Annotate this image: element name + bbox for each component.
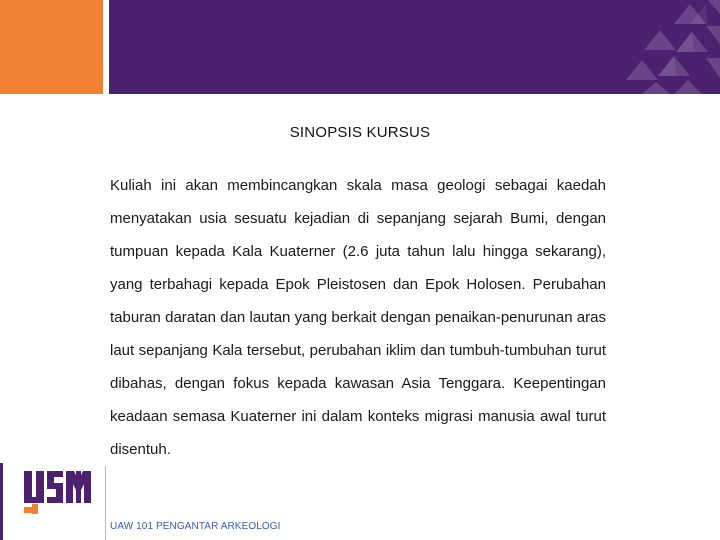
usm-logo: [22, 468, 94, 518]
footer-divider: [105, 466, 106, 540]
orange-header-block: [0, 0, 103, 94]
course-footer-label: UAW 101 PENGANTAR ARKEOLOGI: [110, 521, 281, 532]
left-accent-rule: [0, 463, 3, 540]
slide-title: SINOPSIS KURSUS: [289, 124, 431, 141]
purple-header-banner: [109, 0, 720, 94]
synopsis-paragraph: Kuliah ini akan membincangkan skala masa geologi sebagai kaedah menyatakan usia sesuatu kejadian di sepanjang sejarah Bumi, dengan tumpuan kepada Kala Kuaterner (2.6 juta tahun lalu hingga sekarang), yang terbahagi kepada Epok Pleistosen dan Epok Holosen. Perubahan taburan daratan dan lautan yang berkait dengan penaikan-penurunan aras laut sepanjang Kala tersebut, perubahan iklim dan tumbuh-tumbuhan turut dibahas, dengan fokus kepada kawasan Asia Tenggara. Keepentingan keadaan semasa Kuaterner ini dalam konteks migrasi manusia awal turut disentuh.: [110, 177, 606, 458]
usm-logo-letters: [24, 471, 91, 503]
triangle-pattern-decoration: [590, 0, 720, 94]
